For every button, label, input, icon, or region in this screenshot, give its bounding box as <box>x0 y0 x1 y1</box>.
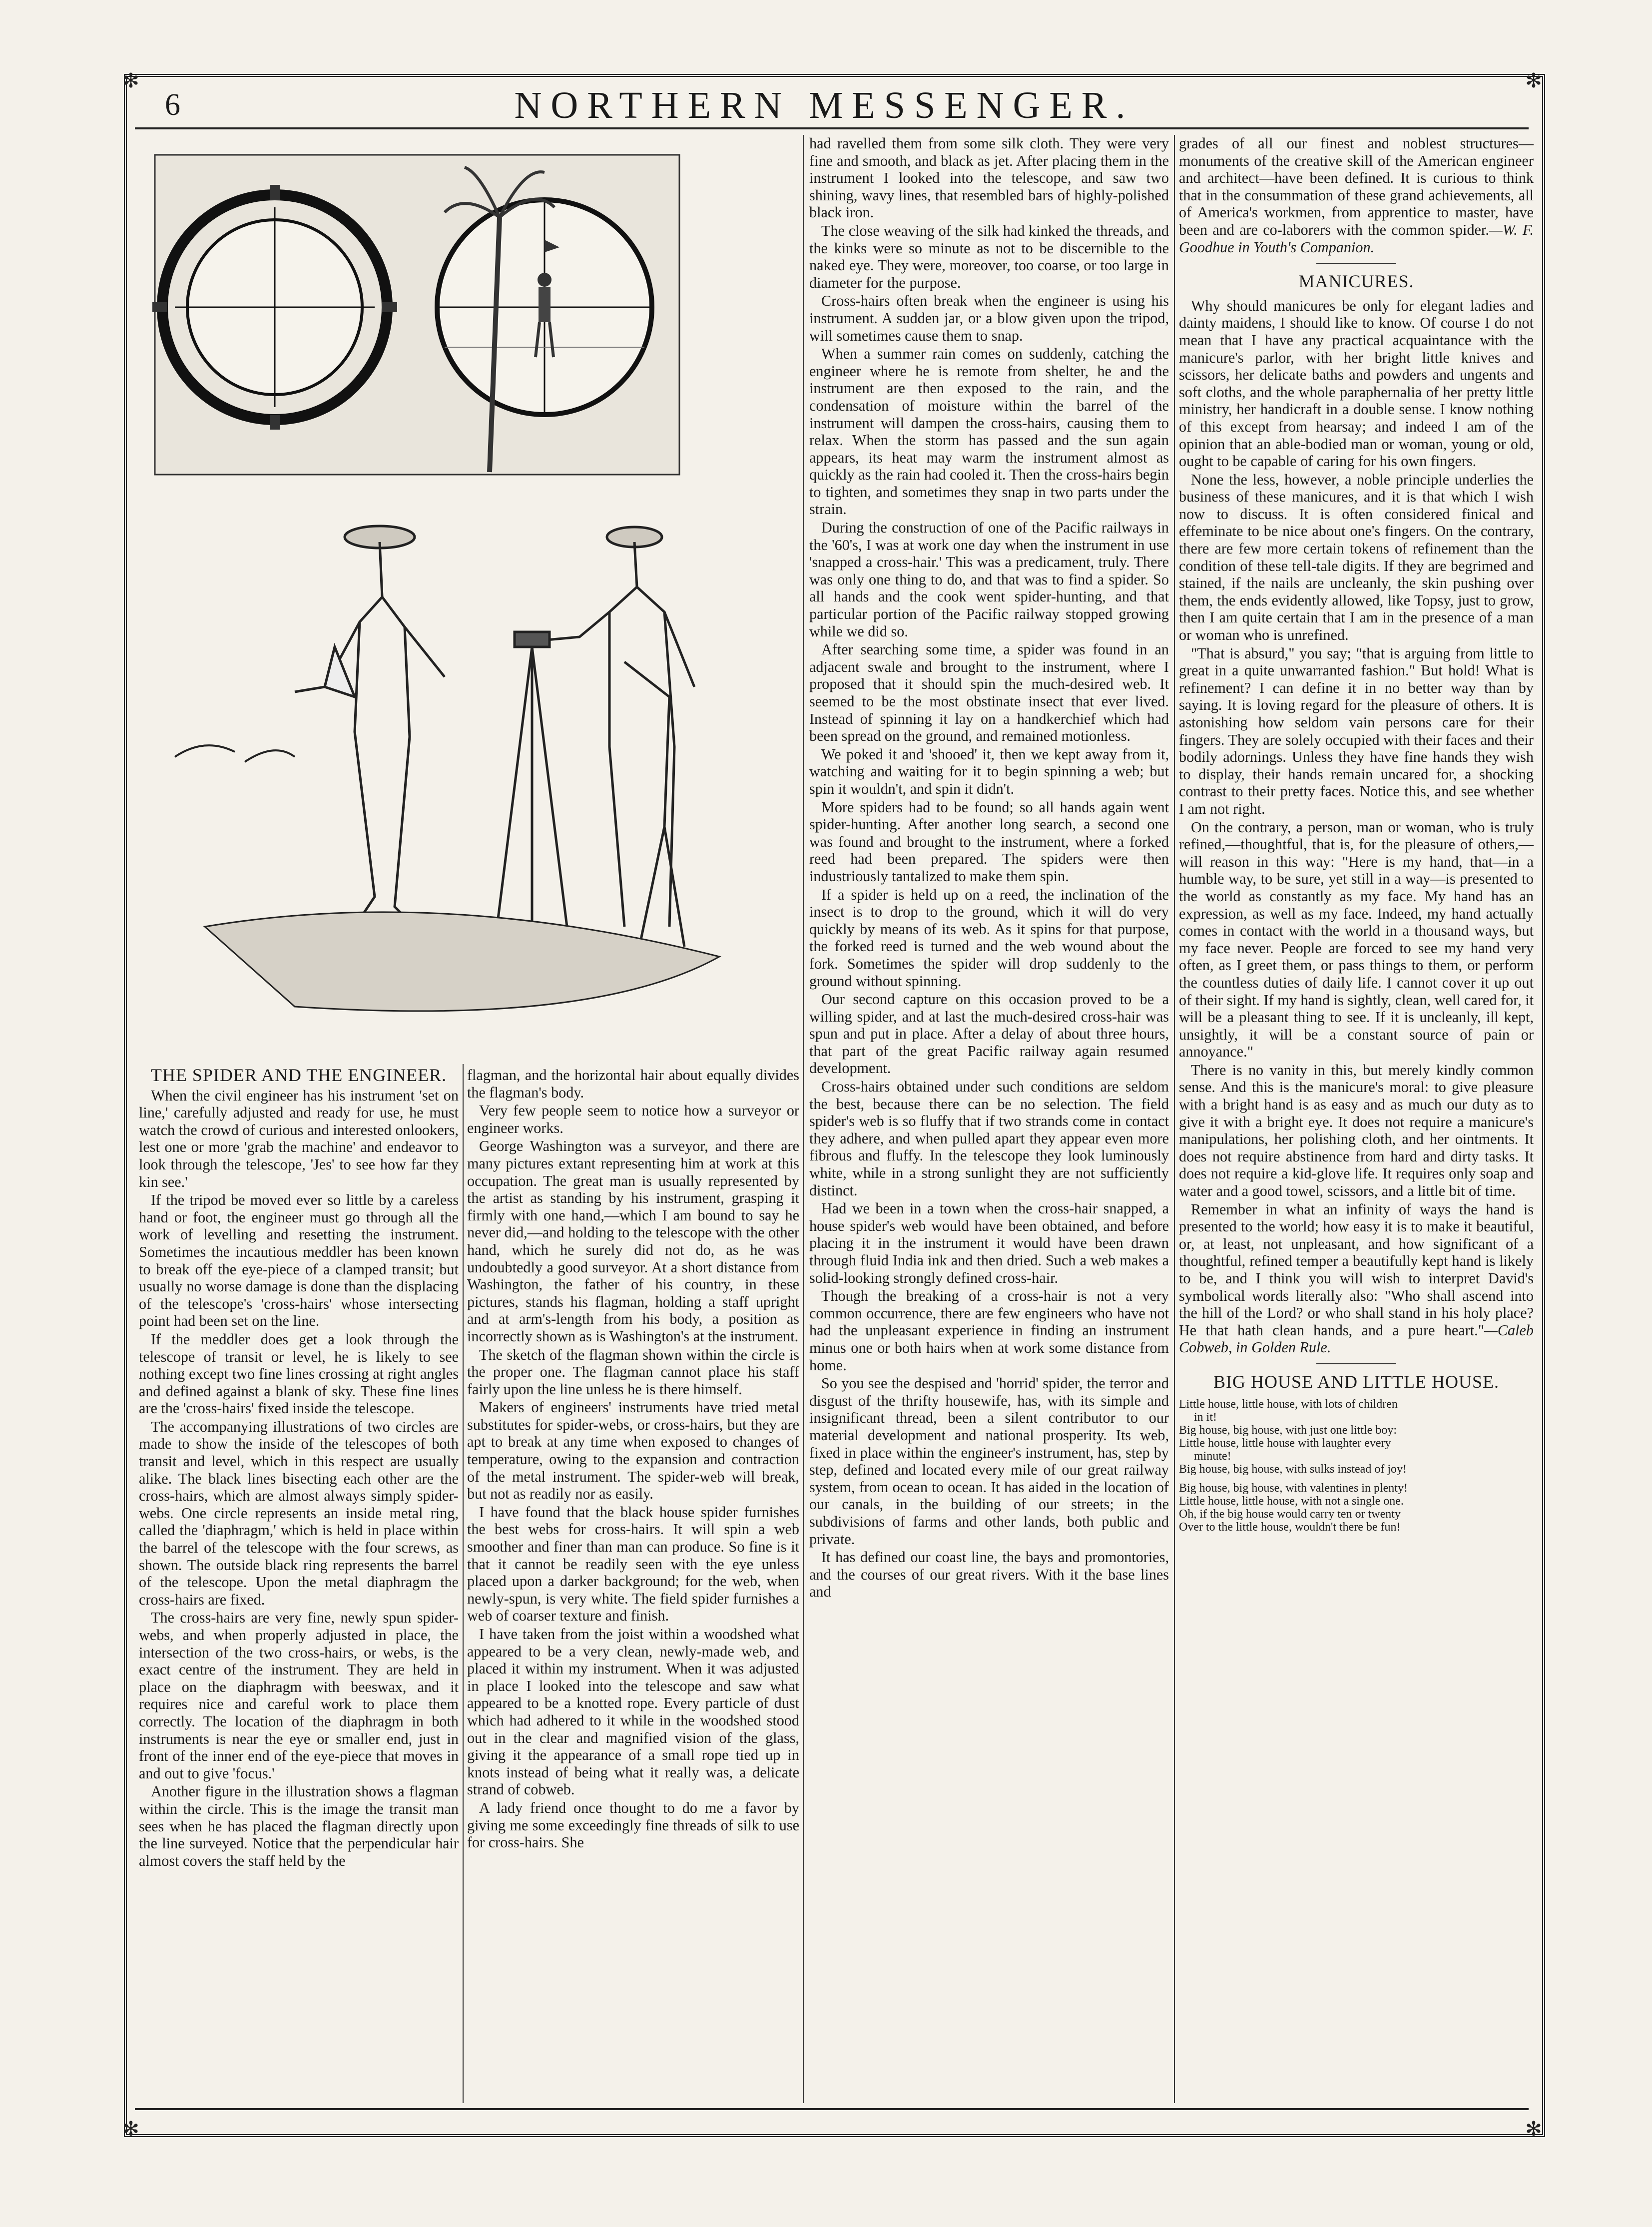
column-3 <box>809 135 1169 1602</box>
poem <box>1179 1398 1534 1534</box>
paragraph: Our second capture on this occasion proved to be a willing spider, and at last the much-desired cross-hair was spun and put in place. After a delay of about three hours, that part of the great Pacific railway again resumed development. <box>809 991 1169 1077</box>
poem-line: Over to the little house, wouldn't there be fun! <box>1179 1520 1401 1534</box>
paragraph: If the tripod be moved ever so little by a careless hand or foot, the engineer must go through all the work of levelling and resetting the instrument. Sometimes the incautious meddler has been known to break off the eye-piece of a clamped transit; but usually no worse damage is done than the displacing of the telescope's 'cross-hairs' whose intersecting point had been set on the line. <box>139 1191 459 1330</box>
paragraph: The close weaving of the silk had kinked the threads, and the kinks were so minute as not to be discernible to the naked eye. They were, moreover, too coarse, or too large in diameter for the purpose. <box>809 222 1169 291</box>
footer-rule <box>135 2108 1529 2110</box>
paragraph: There is no vanity in this, but merely kindly common sense. And this is the manicure's moral: to give pleasure with a bright hand is as easy and as much our duty as to give it with a bright eye. It does not require a manicure's manipulations, her polishing cloth, and her ointments. It does not require abstinence from hard and dirty tasks. It does not require a kid-glove life. It requires only soap and water and a good towel, scissors, and a little bit of time. <box>1179 1061 1534 1200</box>
poem-line: Little house, little house with laughter every <box>1179 1436 1391 1450</box>
paragraph: Another figure in the illustration shows a flagman within the circle. This is the image the transit man sees when he has placed the flagman directly upon the line surveyed. Notice that the perpendicular hair almost covers the staff held by the <box>139 1783 459 1869</box>
corner-ornament-bottom-right-icon: ✻ <box>1525 2118 1542 2140</box>
paragraph: had ravelled them from some silk cloth. They were very fine and smooth, and black as jet. After placing them in the instrument I looked into the telescope, and saw two shining, wavy lines, that resembled bars of highly-polished black iron. <box>809 135 1169 221</box>
paragraph <box>1179 135 1534 256</box>
paragraph: The accompanying illustrations of two circles are made to show the inside of the telescopes of both transit and level, which in this respect are usually alike. The black lines bisecting each other are the cross-hairs, which are almost always simply spider-webs. One circle represents an inside metal ring, called the 'diaphragm,' which is held in place within the barrel of the telescope with the four screws, as shown. The outside black ring represents the barrel of the telescope. Upon the metal diaphragm the cross-hairs are fixed. <box>139 1418 459 1608</box>
column-divider <box>463 1064 464 2103</box>
column-divider <box>1174 135 1175 2103</box>
paragraph: If a spider is held up on a reed, the inclination of the insect is to drop to the ground, which it will do very quickly by means of its web. As it spins for that purpose, the forked reed is turned and the web wound about the fork. Sometimes the spider will drop suddenly to the ground without spinning. <box>809 886 1169 990</box>
paragraph: When the civil engineer has his instrument 'set on line,' carefully adjusted and ready for use, he must watch the crowd of curious and interested onlookers, lest one or more 'grab the machine' and endeavor to look through the telescope, 'Jes' to see how far they kin see.' <box>139 1087 459 1190</box>
paragraph: Very few people seem to notice how a surveyor or engineer works. <box>467 1102 799 1136</box>
poem-line: Little house, little house, with lots of children <box>1179 1397 1398 1411</box>
paragraph: The cross-hairs are very fine, newly spun spider-webs, and when properly adjusted in place, the intersection of the two cross-hairs, or webs, is the exact centre of the instrument. They are held in place on the diaphragm with beeswax, and it requires nice and careful work to place them correctly. The location of the diaphragm in both instruments is near the eye or smaller end, just in front of the inner end of the eye-piece that moves in and out to give 'focus.' <box>139 1609 459 1782</box>
paragraph: Cross-hairs obtained under such conditions are seldom the best, because there can be no selection. The field spider's web is so fluffy that if two strands come in contact they adhere, and when pulled apart they appear even more fibrous and fluffy. In the telescope they look luminously white, while in a strong sunlight they are not sufficiently distinct. <box>809 1078 1169 1199</box>
paragraph: Makers of engineers' instruments have tried metal substitutes for spider-webs, or cross-hairs, but they are apt to break at any time when exposed to changes of temperature, owing to the expansion and contraction of the metal instrument. The spider-web will break, but not as readily nor as easily. <box>467 1399 799 1503</box>
paragraph: "That is absurd," you say; "that is arguing from little to great in a quite unwarranted fashion." But hold! What is refinement? I can define it in no better way than by saying. It is loving regard for the pleasure of others. It is astonishing how seldom vain persons care for their fingers. They are solely occupied with their faces and their bodily adornings. Unless they have fine hands they wish to display, their hands remain uncared for, a shocking contrast to their pretty faces. Notice this, and see whether I am not right. <box>1179 644 1534 817</box>
paragraph: Why should manicures be only for elegant ladies and dainty maidens, I should like to know. Of course I do not mean that I have any practical acquaintance with the manicure's parlor, with her bright little knives and scissors, her delicate baths and powders and ungents and soft cloths, and the whole paraphernalia of her pretty little ministry, her handicraft in a double sense. I know nothing of this except from hearsay; and indeed I am of the opinion that an able-bodied man or woman, young or old, ought to be capable of caring for his own fingers. <box>1179 297 1534 470</box>
column-4 <box>1179 135 1534 1534</box>
paragraph: I have taken from the joist within a woodshed what appeared to be a very clean, newly-made web, and placed it within my instrument. When it was adjusted in place I looked into the telescope and saw what appeared to be a knotted rope. Every particle of dust which had adhered to it while in the woodshed stood out in the clear and magnified vision of the glass, giving it the appearance of a small rope tied up in knots instead of being what it really was, a delicate strand of cobweb. <box>467 1626 799 1798</box>
paragraph-text: Remember in what an infinity of ways the hand is presented to the world; how easy it is to make it beautiful, or, at least, not unpleasant, and how significant of a thoughtful, refined temper a beautifully kept hand is likely to be, and I think you will wish to interpret David's symbolical words literally also: "Who shall ascend into the hill of the Lord? or who shall stand in his holy place? He that hath clean hands, and a pure heart." <box>1179 1200 1534 1339</box>
paragraph: When a summer rain comes on suddenly, catching the engineer where he is remote from shelter, he and the instrument are then exposed to the rain, and the condensation of moisture within the barrel of the instrument will dampen the cross-hairs, causing them to relax. When the storm has passed and the sun again appears, its heat may warm the instrument almost as quickly as the rain had cooled it. Then the cross-hairs begin to tighten, and sometimes they snap in two parts under the strain. <box>809 345 1169 518</box>
engraving-illustration <box>145 147 789 1057</box>
paragraph <box>1179 1201 1534 1356</box>
paragraph: A lady friend once thought to do me a favor by giving me some exceedingly fine threads of silk to use for cross-hairs. She <box>467 1799 799 1851</box>
poem-line: Little house, little house, with not a single one. <box>1179 1494 1404 1508</box>
poem-line: Big house, big house, with valentines in plenty! <box>1179 1481 1408 1495</box>
paragraph: So you see the despised and 'horrid' spider, the terror and disgust of the thrifty housewife, has, with its simple and insignificant thread, been a silent contributor to our material development and national prosperity. Its web, fixed in place within the engineer's instrument, has, step by step, defined and located every mile of our great railway system, from ocean to ocean. It has aided in the location of our canals, in the building of our streets; in the subdivisions of farms and other lands, both public and private. <box>809 1375 1169 1548</box>
paragraph: Cross-hairs often break when the engineer is using his instrument. A sudden jar, or a blow given upon the tripod, will sometimes cause them to snap. <box>809 292 1169 344</box>
paragraph: During the construction of one of the Pacific railways in the '60's, I was at work one day when the instrument in use 'snapped a cross-hair.' This was a predicament, truly. There was only one thing to do, and that was to find a spider. So all hands and the cook went spider-hunting, and that particular portion of the Pacific railway stopped growing while we did so. <box>809 519 1169 640</box>
header-rule <box>135 127 1529 129</box>
paragraph: If the meddler does get a look through the telescope of transit or level, he is likely to see nothing except two fine lines crossing at right angles and defined against a blank of sky. These fine lines are the 'cross-hairs' fixed inside the telescope. <box>139 1330 459 1417</box>
column-divider <box>803 135 804 2103</box>
paragraph: Though the breaking of a cross-hair is not a very common occurrence, there are few engineers who have not had the unpleasant experience in finding an instrument minus one or both hairs when at work some distance from home. <box>809 1287 1169 1374</box>
column-2 <box>467 1067 799 1852</box>
corner-ornament-bottom-left-icon: ✻ <box>122 2118 139 2140</box>
paragraph: I have found that the black house spider furnishes the best webs for cross-hairs. It will spin a web smoother and finer than man can produce. So fine is it that it cannot be readily seen with the eye unless placed upon a darker background; for the web, when newly-spun, is very white. The field spider furnishes a web of coarser texture and finish. <box>467 1503 799 1625</box>
corner-ornament-top-left-icon: ✻ <box>122 69 139 92</box>
paragraph: After searching some time, a spider was found in an adjacent swale and brought to the instrument, where I proposed that it should spin the much-desired web. It seemed to be the most obstinate insect that ever lived. Instead of spinning it lay on a handkerchief which had been spread on the ground, and remained motionless. <box>809 641 1169 745</box>
divider <box>1316 1363 1396 1364</box>
page-number: 6 <box>165 88 180 122</box>
attribution: —W. F. Goodhue in Youth's Companion. <box>1179 221 1534 256</box>
paragraph: Had we been in a town when the cross-hair snapped, a house spider's web would have been obtained, and before placing it in the instrument it would have been drawn through fluid India ink and then dried. Such a web makes a solid-looking strongly defined cross-hair. <box>809 1200 1169 1286</box>
article-title-spider: THE SPIDER AND THE ENGINEER. <box>150 1065 447 1085</box>
telescope-view-flagman-icon <box>437 200 652 415</box>
poem-line: Big house, big house, with just one little boy: <box>1179 1423 1397 1437</box>
poem-line: Oh, if the big house would carry ten or twenty <box>1179 1507 1401 1521</box>
poem-line: Big house, big house, with sulks instead of joy! <box>1179 1462 1407 1476</box>
article-title-manicures: MANICURES. <box>1298 271 1414 292</box>
paragraph: George Washington was a surveyor, and there are many pictures extant representing him at work at this occupation. The great man is usually represented by the artist as standing by his instrument, grasping it firmly with one hand,—which I am bound to say he never did,—and holding to the telescope with the other hand, which he surely did not do, as he was undoubtedly a good surveyor. At a short distance from Washington, the father of his country, in these pictures, stands his flagman, holding a staff upright and at arm's-length from his body, a position as incorrectly shown as is Washington's at the instrument. <box>467 1137 799 1345</box>
paragraph: It has defined our coast line, the bays and promontories, and the courses of our great rivers. With it the base lines and <box>809 1549 1169 1601</box>
paragraph: None the less, however, a noble principle underlies the business of these manicures, and it is that which I wish now to discuss. It is often considered finical and effeminate to be nice about one's fingers. On the contrary, there are few more certain tokens of refinement than the condition of these tell-tale digits. If they are begrimed and stained, if the nails are uncleanly, the skin pushing over them, the ends evidently allowed, like Topsy, just to grow, then I am quite certain that I am in the presence of a man or woman who is unrefined. <box>1179 471 1534 644</box>
poem-line: minute! <box>1194 1449 1231 1463</box>
divider <box>1316 263 1396 264</box>
column-1 <box>139 1067 459 1870</box>
attribution: —Caleb Cobweb, in Golden Rule. <box>1179 1321 1534 1356</box>
paragraph: The sketch of the flagman shown within the circle is the proper one. The flagman cannot place his staff fairly upon the line unless he is there himself. <box>467 1346 799 1398</box>
corner-ornament-top-right-icon: ✻ <box>1525 69 1542 92</box>
masthead: NORTHERN MESSENGER. <box>514 84 1134 126</box>
paragraph: On the contrary, a person, man or woman, who is truly refined,—thoughtful, that is, for the pleasure of others,—will reason in this way: "Here is my hand, that—in a humble way, to be sure, yet still in a way—is presented to the world as constantly as my face. My hand has an expression, as well as my face. Indeed, my hand actually comes in contact with the world in a thousand ways, but my face never. People are forced to see my hand very often, as I greet them, or pass things to them, or perform the countless duties of daily life. I cannot cover it up out of their sight. If my hand is sightly, clean, well cared for, it will be a pleasant thing to see. If it is uncleanly, ill kept, unsightly, it will be a constant source of pain or annoyance." <box>1179 818 1534 1061</box>
paragraph: More spiders had to be found; so all hands again went spider-hunting. After another long search, a second one was found and brought to the instrument, where a forked reed had been prepared. The spiders were then industriously tantalized to make them spin. <box>809 798 1169 885</box>
surveyors-with-instrument-icon <box>175 526 719 1011</box>
poem-line: in it! <box>1194 1410 1217 1424</box>
paragraph: flagman, and the horizontal hair about equally divides the flagman's body. <box>467 1067 799 1101</box>
paragraph-text: grades of all our finest and noblest structures—monuments of the creative skill of the American engineer and architect—have been defined. It is curious to think that in the consummation of these grand achievements, all of America's workmen, from apprentice to master, have been and are co-laborers with the common spider. <box>1179 135 1534 238</box>
paragraph: We poked it and 'shooed' it, then we kept away from it, watching and waiting for it to begin spinning a web; but spin it wouldn't, and spin it didn't. <box>809 745 1169 797</box>
poem-title: BIG HOUSE AND LITTLE HOUSE. <box>1213 1371 1499 1392</box>
